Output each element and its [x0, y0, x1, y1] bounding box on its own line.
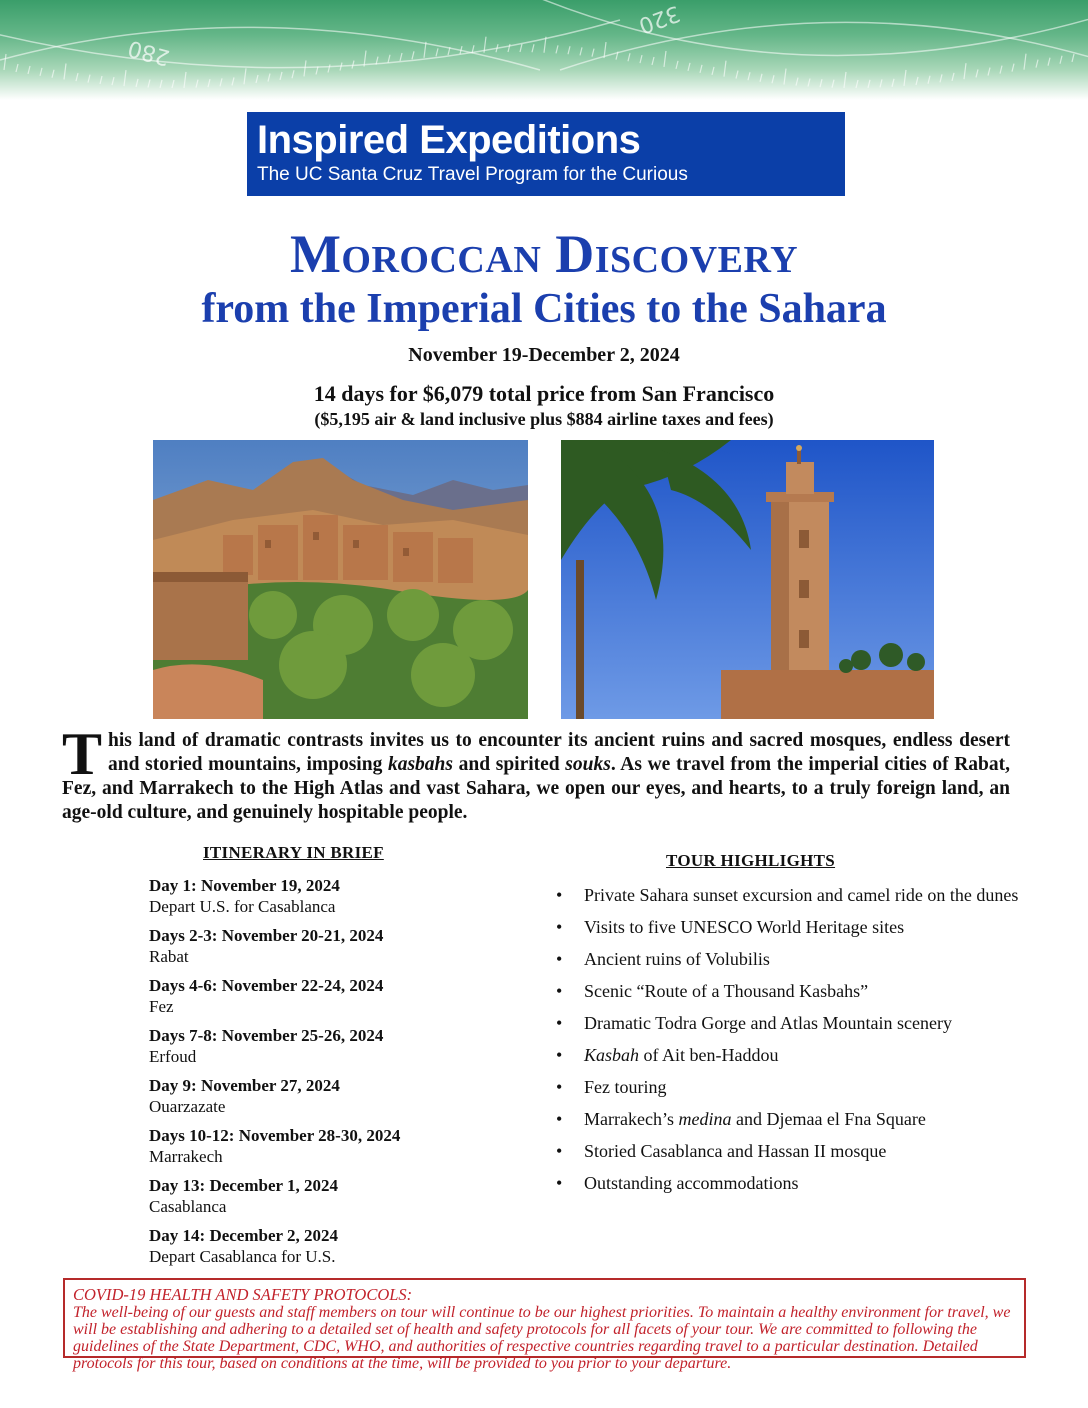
- compass-rose-icon: [0, 0, 1088, 100]
- intro-italic-souks: souks: [565, 754, 611, 775]
- highlight-italic: Kasbah: [584, 1045, 640, 1065]
- itinerary-place: Rabat: [149, 947, 189, 966]
- highlight-item: [556, 947, 1026, 971]
- itinerary-place: Depart Casablanca for U.S.: [149, 1247, 336, 1266]
- covid-body: The well-being of our guests and staff members on tour will continue to be our highest priorities. To maintain a healthy environment for travel, we will be establishing and adhering to a detailed set of health and safety protocols for all facets of your tour. We are committed to following the guidelines of the State Department, CDC, WHO, and authorities of respective countries regarding travel to a particular destination. Detailed protocols for this tour, based on conditions at the time, will be provided to you prior to your departure.: [73, 1304, 1011, 1372]
- highlight-text: Storied Casablanca and Hassan II mosque: [584, 1141, 887, 1161]
- intro-text-1: his land of dramatic contrasts invites us to encounter its ancient ruins and sacred mosques, endless desert and storied mountains, imposing: [108, 730, 1010, 775]
- tour-price: 14 days for $6,079 total price from San Francisco: [313, 381, 775, 406]
- itinerary-heading: ITINERARY IN BRIEF: [203, 843, 384, 862]
- highlight-item: [556, 915, 1026, 939]
- brand-title: Inspired Expeditions: [257, 118, 641, 162]
- kasbah-photo: [153, 440, 528, 719]
- highlight-item: [556, 979, 1026, 1003]
- highlight-text: and Djemaa el Fna Square: [731, 1109, 926, 1129]
- highlight-text: Scenic “Route of a Thousand Kasbahs”: [584, 981, 869, 1001]
- itinerary-day: Day 9: November 27, 2024: [149, 1076, 340, 1095]
- band-number-2: 320: [635, 0, 684, 38]
- itinerary-day: Days 4-6: November 22-24, 2024: [149, 976, 384, 995]
- highlight-italic: medina: [678, 1109, 732, 1129]
- brand-banner: [247, 112, 845, 196]
- intro-text-3: . As we travel from the imperial cities of Rabat, Fez, and Marrakech to the High Atlas and vast Sahara, we open our eyes, and hearts, to a truly foreign land, an age-old culture, and genuinely hospitable people.: [62, 754, 1011, 823]
- covid-title: COVID-19 HEALTH AND SAFETY PROTOCOLS:: [73, 1285, 413, 1304]
- itinerary-place: Fez: [149, 997, 174, 1016]
- itinerary-place: Depart U.S. for Casablanca: [149, 897, 336, 916]
- intro-text-2: and spirited: [453, 754, 566, 775]
- highlight-item: [556, 1011, 1026, 1035]
- itinerary-day: Day 1: November 19, 2024: [149, 876, 340, 895]
- tour-dates: November 19-December 2, 2024: [408, 344, 680, 366]
- itinerary-place: Casablanca: [149, 1197, 227, 1216]
- highlight-text: Outstanding accommodations: [584, 1173, 799, 1193]
- highlight-text: Marrakech’s: [584, 1109, 679, 1129]
- highlight-text: Private Sahara sunset excursion and camel ride on the dunes: [584, 885, 1019, 905]
- intro-italic-kasbahs: kasbahs: [387, 754, 453, 775]
- minaret-photo: [561, 440, 934, 719]
- itinerary-day: Days 10-12: November 28-30, 2024: [149, 1126, 401, 1145]
- band-number-1: 280: [125, 34, 173, 70]
- highlights-list: [556, 883, 1026, 1203]
- itinerary-place: Ouarzazate: [149, 1097, 226, 1116]
- tour-subtitle: from the Imperial Cities to the Sahara: [201, 286, 887, 332]
- intro-paragraph: [62, 721, 1011, 825]
- highlight-item: [556, 1075, 1026, 1099]
- dropcap: T: [62, 721, 103, 787]
- highlight-item: [556, 1043, 1026, 1067]
- highlight-text: Fez touring: [584, 1077, 667, 1097]
- highlights-heading: TOUR HIGHLIGHTS: [666, 851, 836, 870]
- highlight-text: Dramatic Todra Gorge and Atlas Mountain scenery: [584, 1013, 952, 1033]
- decorative-header-band: [0, 0, 1088, 100]
- tour-title: Moroccan Discovery: [289, 224, 799, 284]
- itinerary-day: Days 2-3: November 20-21, 2024: [149, 926, 384, 945]
- highlight-item: [556, 1171, 1026, 1195]
- highlight-item: [556, 1107, 1026, 1131]
- highlight-item: [556, 883, 1026, 907]
- covid-notice: [63, 1278, 1026, 1372]
- tour-price-detail: ($5,195 air & land inclusive plus $884 airline taxes and fees): [314, 409, 774, 429]
- itinerary-day: Days 7-8: November 25-26, 2024: [149, 1026, 384, 1045]
- highlight-text: of Ait ben-Haddou: [639, 1045, 779, 1065]
- itinerary-day: Day 14: December 2, 2024: [149, 1226, 339, 1245]
- highlight-text: Visits to five UNESCO World Heritage sites: [584, 917, 905, 937]
- highlight-text: Ancient ruins of Volubilis: [584, 949, 770, 969]
- itinerary-place: Erfoud: [149, 1047, 197, 1066]
- highlight-item: [556, 1139, 1026, 1163]
- itinerary-day: Day 13: December 1, 2024: [149, 1176, 339, 1195]
- brand-subtitle: The UC Santa Cruz Travel Program for the Curious: [257, 164, 688, 185]
- itinerary-list: [149, 875, 529, 1275]
- itinerary-place: Marrakech: [149, 1147, 223, 1166]
